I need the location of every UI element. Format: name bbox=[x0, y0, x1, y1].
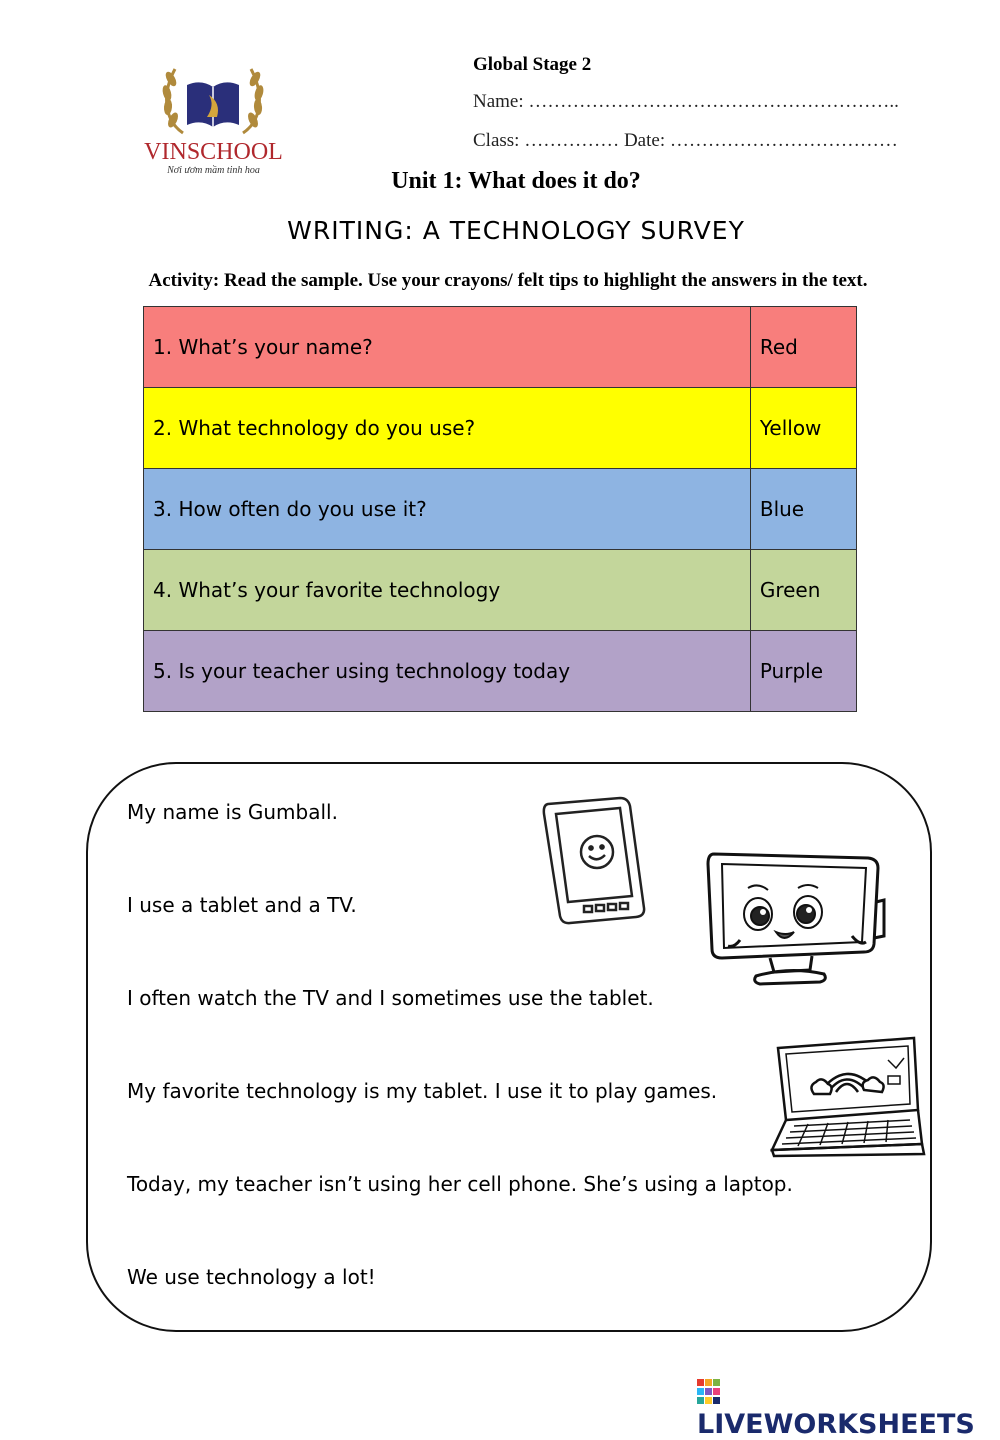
sample-line-name[interactable]: My name is Gumball. bbox=[127, 800, 338, 824]
question-cell: 2. What technology do you use? bbox=[144, 388, 751, 469]
section-title: WRITING: A TECHNOLOGY SURVEY bbox=[287, 216, 745, 245]
tv-character-drawing-icon bbox=[700, 848, 886, 988]
liveworksheets-watermark bbox=[697, 1378, 1000, 1440]
color-cell: Yellow bbox=[750, 388, 856, 469]
color-cell: Red bbox=[750, 307, 856, 388]
question-cell: 1. What’s your name? bbox=[144, 307, 751, 388]
question-cell: 3. How often do you use it? bbox=[144, 469, 751, 550]
table-row bbox=[144, 469, 857, 550]
book-wreath-icon bbox=[137, 55, 290, 141]
name-field-line: Name: ………………………………………………….. bbox=[473, 91, 899, 112]
tablet-drawing-icon bbox=[540, 796, 650, 926]
activity-instruction: Activity: Read the sample. Use your crayons/ felt tips to highlight the answers in the text. bbox=[148, 270, 868, 291]
table-row bbox=[144, 388, 857, 469]
unit-title: Unit 1: What does it do? bbox=[391, 168, 641, 194]
logo-brand-text: VINSCHOOL bbox=[144, 139, 283, 165]
table-row bbox=[144, 307, 857, 388]
watermark-text: LIVEWORKSHEETS bbox=[697, 1409, 975, 1440]
logo-tagline: Nơi ươm mầm tinh hoa bbox=[167, 165, 260, 176]
question-cell: 5. Is your teacher using technology today bbox=[144, 631, 751, 712]
class-date-field-line: Class: …………… Date: ……………………………… bbox=[473, 130, 898, 151]
sample-line-teacher[interactable]: Today, my teacher isn’t using her cell phone. She’s using a laptop. bbox=[127, 1172, 793, 1196]
vinschool-logo bbox=[137, 55, 290, 183]
question-cell: 4. What’s your favorite technology bbox=[144, 550, 751, 631]
table-row bbox=[144, 550, 857, 631]
question-color-table bbox=[143, 306, 857, 712]
color-cell: Green bbox=[750, 550, 856, 631]
liveworksheets-logo-icon bbox=[697, 1379, 721, 1405]
color-cell: Blue bbox=[750, 469, 856, 550]
color-cell: Purple bbox=[750, 631, 856, 712]
table-row bbox=[144, 631, 857, 712]
sample-line-frequency[interactable]: I often watch the TV and I sometimes use the tablet. bbox=[127, 986, 654, 1010]
laptop-drawing-icon bbox=[768, 1032, 926, 1158]
stage-label: Global Stage 2 bbox=[473, 54, 592, 75]
sample-line-technology[interactable]: I use a tablet and a TV. bbox=[127, 893, 357, 917]
sample-line-favorite[interactable]: My favorite technology is my tablet. I use it to play games. bbox=[127, 1079, 718, 1103]
sample-line-closing[interactable]: We use technology a lot! bbox=[127, 1265, 376, 1289]
